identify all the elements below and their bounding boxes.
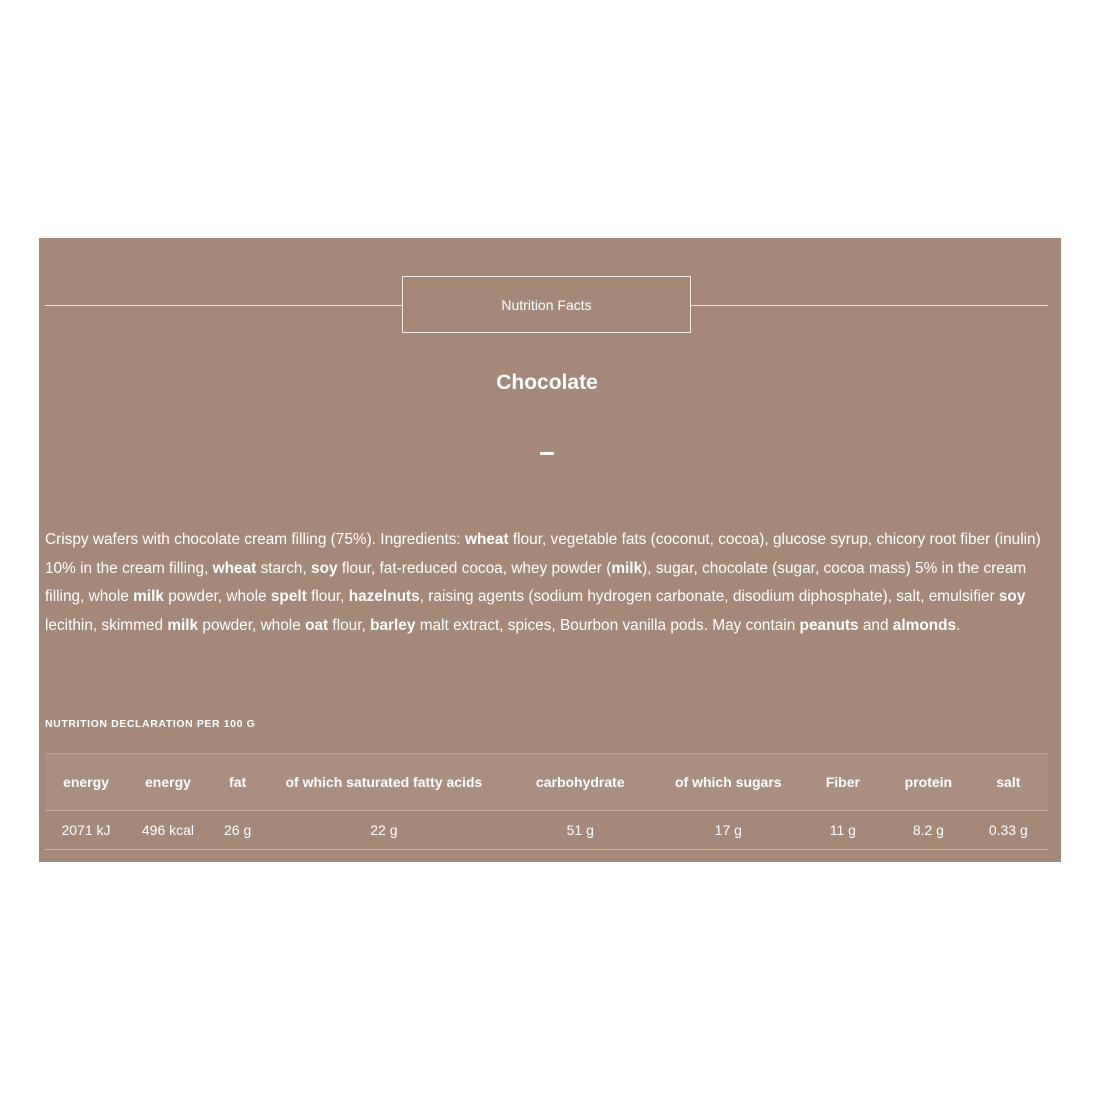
column-header: of which saturated fatty acids xyxy=(266,754,501,811)
ingredients-segment: powder, whole xyxy=(198,616,306,634)
ingredients-segment: flour, fat-reduced cocoa, whey powder ( xyxy=(337,559,612,577)
column-header: energy xyxy=(45,754,127,811)
ingredients-segment: flour, xyxy=(328,616,371,634)
table-cell: 8.2 g xyxy=(888,811,968,850)
ingredients-segment: lecithin, skimmed xyxy=(45,616,168,634)
nutrition-declaration-label: NUTRITION DECLARATION PER 100 G xyxy=(45,718,256,730)
allergen-highlight: peanuts xyxy=(799,616,859,634)
ingredients-segment: , raising agents (sodium hydrogen carbonate, disodium diphosphate), salt, emulsifier xyxy=(419,588,999,606)
allergen-highlight: soy xyxy=(311,559,338,577)
ingredients-segment: flour, xyxy=(306,588,349,606)
ingredients-segment: and xyxy=(858,616,893,634)
table-cell: 22 g xyxy=(266,811,501,850)
ingredients-segment: powder, whole xyxy=(163,588,271,606)
column-header: Fiber xyxy=(798,754,889,811)
product-title: Chocolate xyxy=(496,371,598,394)
allergen-highlight: hazelnuts xyxy=(348,588,420,606)
ingredients-segment: ), sugar, chocolate (sugar, cocoa mass) 5% in the cream filling, whole xyxy=(45,559,1027,606)
table-cell: 0.33 g xyxy=(969,811,1048,850)
table-cell: 26 g xyxy=(209,811,266,850)
column-header: protein xyxy=(888,754,968,811)
column-header: carbohydrate xyxy=(502,754,660,811)
table-cell: 2071 kJ xyxy=(45,811,127,850)
ingredients-segment: . xyxy=(956,616,961,634)
allergen-highlight: soy xyxy=(998,588,1026,606)
divider-left xyxy=(45,305,402,306)
section-heading xyxy=(45,276,1048,333)
ingredients-segment: Crispy wafers with chocolate cream filling (75%). Ingredients: xyxy=(45,531,465,548)
ingredients-segment: starch, xyxy=(256,559,312,577)
allergen-highlight: wheat xyxy=(465,531,509,548)
allergen-highlight: almonds xyxy=(892,616,957,634)
table-cell: 17 g xyxy=(659,811,798,850)
divider-right xyxy=(691,305,1048,306)
column-header: of which sugars xyxy=(659,754,798,811)
table-row xyxy=(45,811,1048,850)
ingredients-segment: flour, vegetable fats (coconut, cocoa), glucose syrup, chicory root fiber (inulin) 10% in the cream filling, xyxy=(45,531,1041,577)
tab-nutrition-facts[interactable]: Nutrition Facts xyxy=(402,276,691,333)
allergen-highlight: barley xyxy=(370,616,416,634)
allergen-highlight: oat xyxy=(305,616,329,634)
column-header: salt xyxy=(969,754,1048,811)
allergen-highlight: wheat xyxy=(212,559,257,577)
allergen-highlight: milk xyxy=(611,559,643,577)
ingredients-text xyxy=(45,526,1055,640)
nutrition-panel xyxy=(39,238,1061,862)
column-header: fat xyxy=(209,754,266,811)
allergen-highlight: milk xyxy=(133,588,164,606)
allergen-highlight: milk xyxy=(167,616,199,634)
table-cell: 496 kcal xyxy=(127,811,209,850)
nutrition-table xyxy=(45,753,1048,850)
column-header: energy xyxy=(127,754,209,811)
table-cell: 51 g xyxy=(502,811,660,850)
ingredients-segment: malt extract, spices, Bourbon vanilla pods. May contain xyxy=(415,616,800,634)
allergen-highlight: spelt xyxy=(270,588,307,606)
title-separator xyxy=(540,452,554,455)
table-cell: 11 g xyxy=(798,811,889,850)
table-header-row xyxy=(45,754,1048,811)
